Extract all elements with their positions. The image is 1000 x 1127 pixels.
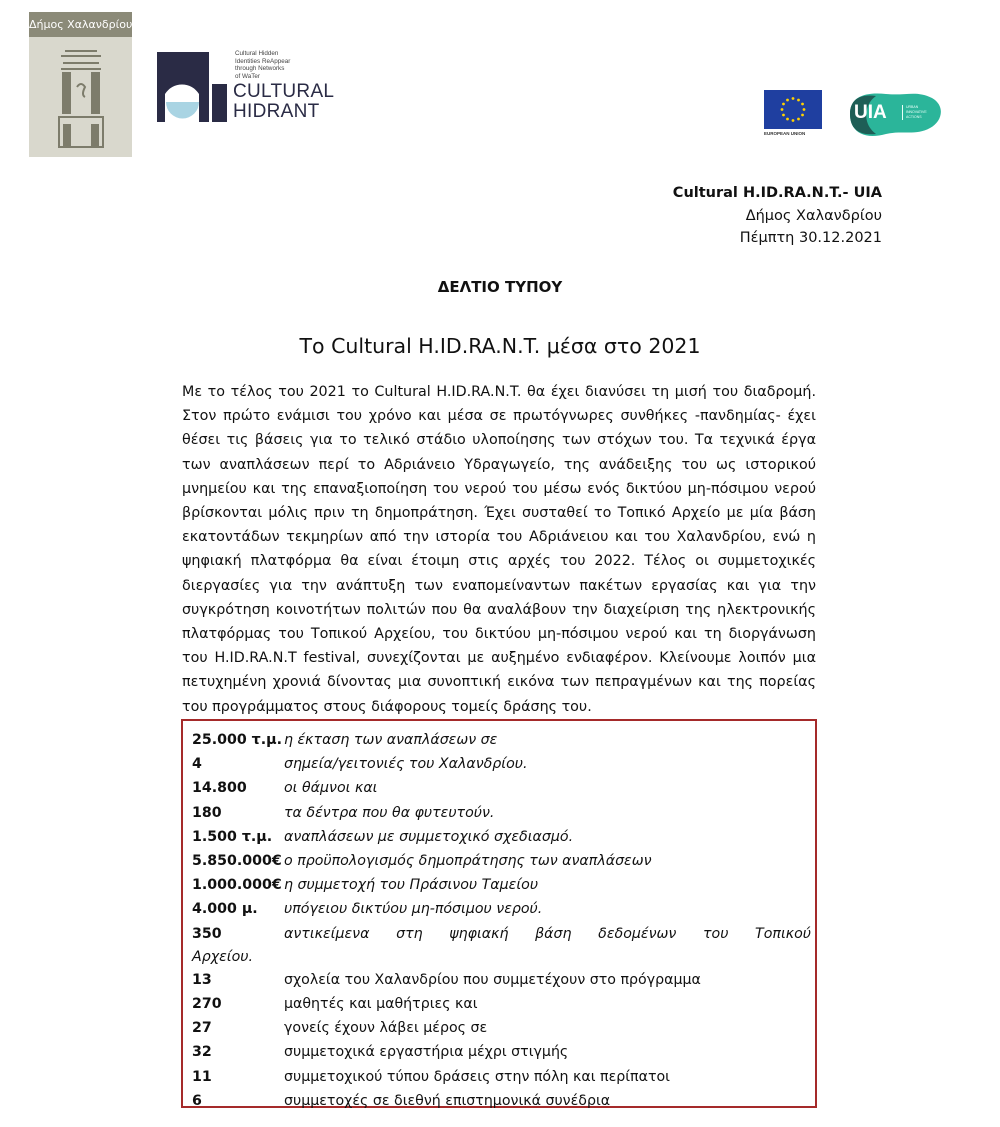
fact-description-continuation: Αρχείου. [192, 948, 253, 965]
fact-row [192, 968, 811, 992]
fact-value: 4.000 μ. [192, 901, 258, 918]
hidrant-name [233, 82, 334, 122]
fact-row [192, 1040, 811, 1064]
fact-row [192, 922, 811, 946]
fact-row [192, 849, 811, 873]
fact-row [192, 728, 811, 752]
hidrant-name-line1: CULTURAL [233, 81, 335, 102]
eu-star-icon [801, 114, 804, 117]
eu-star-icon [797, 118, 800, 121]
fact-row [192, 776, 811, 800]
fact-value: 350 [192, 925, 222, 942]
fact-description: αντικείμενα στη ψηφιακή βάση δεδομένων του Τοπικού [284, 925, 811, 942]
facts-box [181, 719, 817, 1108]
eu-star-icon [792, 97, 795, 100]
eu-flag-icon [764, 90, 822, 129]
hadrian-aqueduct-reservoir-icon [51, 43, 111, 151]
eu-logo [764, 90, 824, 145]
fact-description: συμμετοχικού τύπου δράσεις στην πόλη και περίπατοι [284, 1068, 670, 1085]
municipality-logo [29, 12, 132, 157]
fact-row [192, 873, 811, 897]
project-name: Cultural H.ID.RA.N.T.- UIA [672, 185, 882, 201]
fact-value: 4 [192, 756, 202, 773]
fact-value: 270 [192, 996, 222, 1013]
fact-description: ο προϋπολογισμός δημοπράτησης των αναπλάσεων [284, 853, 652, 870]
eu-star-icon [801, 103, 804, 106]
eu-star-icon [786, 99, 789, 102]
cultural-hidrant-logo [157, 50, 357, 122]
fact-row [192, 992, 811, 1016]
fact-description: σχολεία του Χαλανδρίου που συμμετέχουν στο πρόγραμμα [284, 971, 701, 988]
document-date: Πέμπτη 30.12.2021 [739, 230, 882, 246]
fact-row [192, 1089, 811, 1113]
fact-description: η έκταση των αναπλάσεων σε [284, 732, 498, 748]
fact-value: 180 [192, 804, 222, 821]
fact-description: τα δέντρα που θα φυτευτούν. [284, 804, 495, 821]
uia-label: UIA [854, 102, 887, 123]
fact-value: 14.800 [192, 780, 247, 797]
fact-value: 13 [192, 971, 212, 988]
eu-star-icon [803, 108, 806, 111]
fact-value: 11 [192, 1068, 212, 1085]
fact-row [192, 897, 811, 921]
body-paragraph: Με το τέλος του 2021 το Cultural H.ID.RA.N.T. θα έχει διανύσει τη μισή του διαδρομή. Στον πρώτο ενάμισι του χρόνο και μέσα σε πρωτόγνωρες συνθήκες -πανδημίας- έχει θέσει τις βάσεις για το τελικό στάδιο υλοποίησης των στόχων του. Τα τεχνικά έργα των αναπλάσεων περί το Αδριάνειο Υδραγωγείο, της ανάδειξης του ως ιστορικού μνημείου και της επαναξιοποίηση του νερού του μέσω ενός δικτύου μη-πόσιμου νερού βρίσκονται μόλις πριν τη δημοπράτηση. Έχει συσταθεί το Τοπικό Αρχείο με μία βάση εκατοντάδων τεκμηρίων από την ιστορία του Αδριάνειου και του Χαλανδρίου, ενώ η ψηφιακή πλατφόρμα θα είναι έτοιμη στις αρχές του 2022. Τέλος οι συμμετοχικές διεργασίες για την ανάπτυξη των εναπομείναντων πακέτων εργασίας και για την συγκρότηση κοινοτήτων πολιτών που θα αναλάβουν την διαχείριση της ηλεκτρονικής πλατφόρμας του Τοπικού Αρχείου, του δικτύου μη-πόσιμου νερού και τη διοργάνωση του H.ID.RA.N.T festival, συνεχίζονται με αυξημένο ενδιαφέρον. Κλείνουμε λοιπόν μια πετυχημένη χρονιά δίνοντας μια συνοπτική εικόνα των πεπραγμένων και της πορείας του προγράμματος στους διάφορους τομείς δράσης του. [182, 384, 816, 715]
fact-description: συμμετοχές σε διεθνή επιστημονικά συνέδρια [284, 1092, 611, 1109]
fact-description: υπόγειου δικτύου μη-πόσιμου νερού. [284, 901, 543, 918]
hidrant-tagline: Cultural Hidden Identities ReAppear through Networks of WaTer [235, 50, 291, 80]
fact-description: η συμμετοχή του Πράσινου Ταμείου [284, 877, 539, 894]
fact-description: γονείς έχουν λάβει μέρος σε [284, 1020, 488, 1037]
fact-description: αναπλάσεων με συμμετοχικό σχεδιασμό. [284, 828, 574, 845]
eu-star-icon [782, 114, 785, 117]
fact-row [192, 1065, 811, 1089]
organization-name: Δήμος Χαλανδρίου [745, 208, 882, 224]
uia-tagline: URBAN INNOVATIVE ACTIONS [902, 105, 927, 120]
eu-star-icon [782, 103, 785, 106]
fact-row [192, 752, 811, 776]
fact-description: σημεία/γειτονιές του Χαλανδρίου. [284, 756, 528, 773]
hidrant-name-line2: HIDRANT [233, 101, 320, 122]
fact-value: 1.000.000€ [192, 877, 282, 894]
fact-value: 5.850.000€ [192, 853, 282, 870]
fact-description: οι θάμνοι και [284, 780, 378, 797]
fact-row [192, 825, 811, 849]
fact-row [192, 801, 811, 825]
fact-description: μαθητές και μαθήτριες και [284, 996, 478, 1013]
municipality-logo-label: Δήμος Χαλανδρίου [29, 12, 132, 37]
fact-row [192, 1016, 811, 1040]
document-type-label: ΔΕΛΤΙΟ ΤΥΠΟΥ [437, 278, 563, 296]
hidrant-arch-icon [157, 52, 229, 124]
eu-star-icon [781, 108, 784, 111]
fact-value: 6 [192, 1092, 202, 1109]
fact-value: 25.000 τ.μ. [192, 732, 282, 748]
eu-star-icon [792, 119, 795, 122]
fact-value: 27 [192, 1020, 212, 1037]
eu-caption: EUROPEAN UNION [764, 131, 806, 136]
fact-value: 1.500 τ.μ. [192, 828, 273, 845]
eu-star-icon [786, 118, 789, 121]
uia-logo [846, 88, 946, 140]
fact-description: συμμετοχικά εργαστήρια μέχρι στιγμής [284, 1044, 569, 1061]
fact-value: 32 [192, 1044, 212, 1061]
page-title: Το Cultural H.ID.RA.N.T. μέσα στο 2021 [299, 334, 701, 358]
eu-star-icon [797, 99, 800, 102]
